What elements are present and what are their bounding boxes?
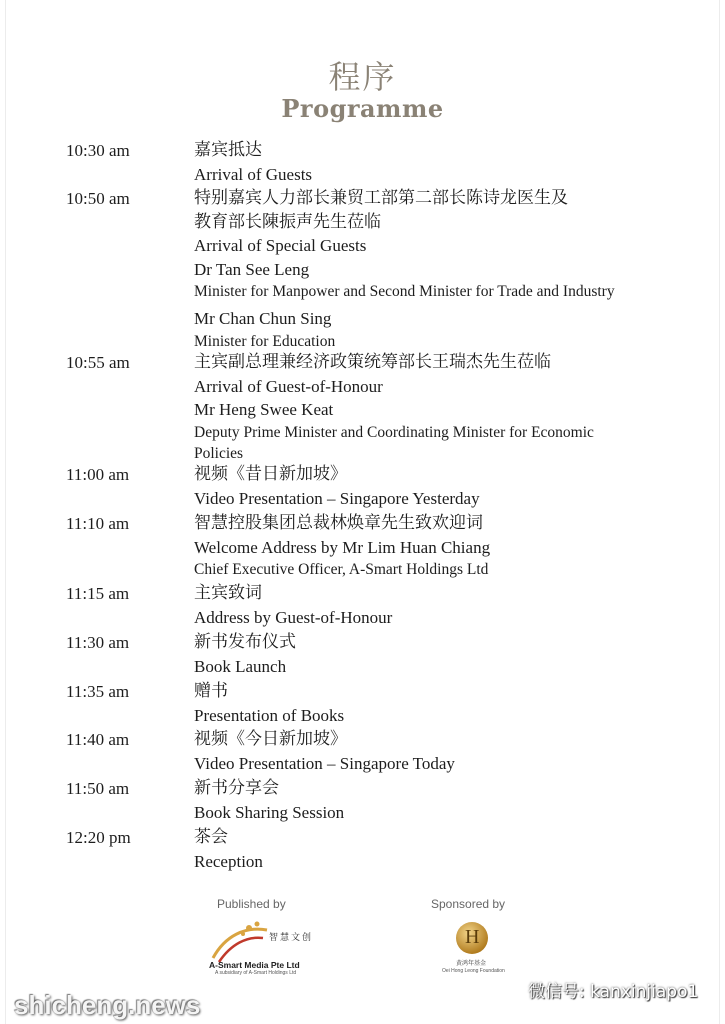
watermark-wechat	[500, 977, 698, 1002]
item-title-en: Book Sharing Session	[194, 802, 345, 822]
item-title-en: Address by Guest-of-Honour	[194, 607, 393, 627]
item-time: 10:50 am	[66, 189, 130, 208]
watermark-site: shicheng.news	[14, 990, 201, 1020]
sponsored-by-label: Sponsored by	[431, 897, 506, 911]
item-title-zh: 特别嘉宾人力部长兼贸工部第二部长陈诗龙医生及	[194, 188, 568, 208]
wechat-icon	[500, 979, 522, 1001]
item-title-zh: 主宾致词	[194, 583, 262, 603]
sponsor-name: Oei Hong Leong Foundation	[442, 968, 505, 974]
item-title-zh: 视频《今日新加坡》	[194, 729, 347, 749]
item-time: 11:40 am	[66, 730, 130, 749]
title-english: Programme	[281, 94, 444, 123]
publisher-logo-zh: 智慧文创	[269, 933, 314, 943]
item-title-en: Arrival of Guests	[194, 164, 313, 184]
item-person: Mr Chan Chun Sing	[194, 309, 332, 328]
item-title-en: Book Launch	[194, 656, 287, 676]
item-time: 11:50 am	[66, 779, 130, 798]
item-title-zh: 视频《昔日新加坡》	[194, 464, 347, 484]
item-role: Minister for Education	[194, 332, 336, 350]
item-time: 12:20 pm	[66, 828, 131, 847]
item-role: Minister for Manpower and Second Minister for Trade and Industry	[194, 283, 615, 300]
sponsor-logo-letter: H	[465, 926, 480, 948]
item-person: Mr Heng Swee Keat	[194, 400, 334, 419]
watermark-wechat-text: 微信号: kanxinjiapo1	[528, 982, 699, 1002]
item-title-zh: 嘉宾抵达	[194, 140, 262, 160]
item-title-zh: 智慧控股集团总裁林焕章先生致欢迎词	[194, 513, 483, 533]
item-title-zh: 新书分享会	[194, 778, 279, 798]
item-title-zh: 主宾副总理兼经济政策统筹部长王瑞杰先生莅临	[194, 352, 551, 372]
item-title-zh: 茶会	[194, 827, 228, 847]
item-time: 11:00 am	[66, 465, 130, 484]
item-time: 10:55 am	[66, 353, 130, 372]
item-role-continued: Policies	[194, 444, 244, 462]
item-title-en: Reception	[194, 851, 263, 871]
item-title-en: Welcome Address by Mr Lim Huan Chiang	[194, 537, 491, 557]
item-time: 11:30 am	[66, 633, 130, 652]
item-time: 11:35 am	[66, 682, 130, 701]
sponsor-logo-zh: 黄鸿年基金	[456, 960, 487, 967]
item-time: 10:30 am	[66, 141, 130, 160]
publisher-logo	[205, 918, 330, 976]
item-title-en: Arrival of Special Guests	[194, 236, 367, 255]
item-role: Deputy Prime Minister and Coordinating Minister for Economic	[194, 423, 594, 441]
item-title-en: Video Presentation – Singapore Yesterday	[194, 488, 480, 508]
publisher-sub: A subsidiary of A-Smart Holdings Ltd	[215, 970, 297, 976]
item-title-zh: 新书发布仪式	[194, 632, 296, 652]
published-by-label: Published by	[217, 897, 286, 911]
item-title-en: Video Presentation – Singapore Today	[194, 753, 455, 773]
item-title-zh: 赠书	[194, 681, 228, 701]
item-time: 11:15 am	[66, 584, 130, 603]
item-person: Dr Tan See Leng	[194, 259, 310, 279]
item-title-en: Arrival of Guest-of-Honour	[194, 376, 383, 396]
item-role: Chief Executive Officer, A-Smart Holdings Ltd	[194, 561, 489, 578]
sponsor-logo	[436, 918, 516, 978]
item-title-en: Presentation of Books	[194, 705, 345, 725]
item-time: 11:10 am	[66, 514, 130, 533]
item-title-zh-line2: 教育部长陳振声先生莅临	[194, 211, 381, 232]
title-chinese: 程序	[328, 58, 397, 96]
publisher-name: A-Smart Media Pte Ltd	[209, 960, 300, 970]
